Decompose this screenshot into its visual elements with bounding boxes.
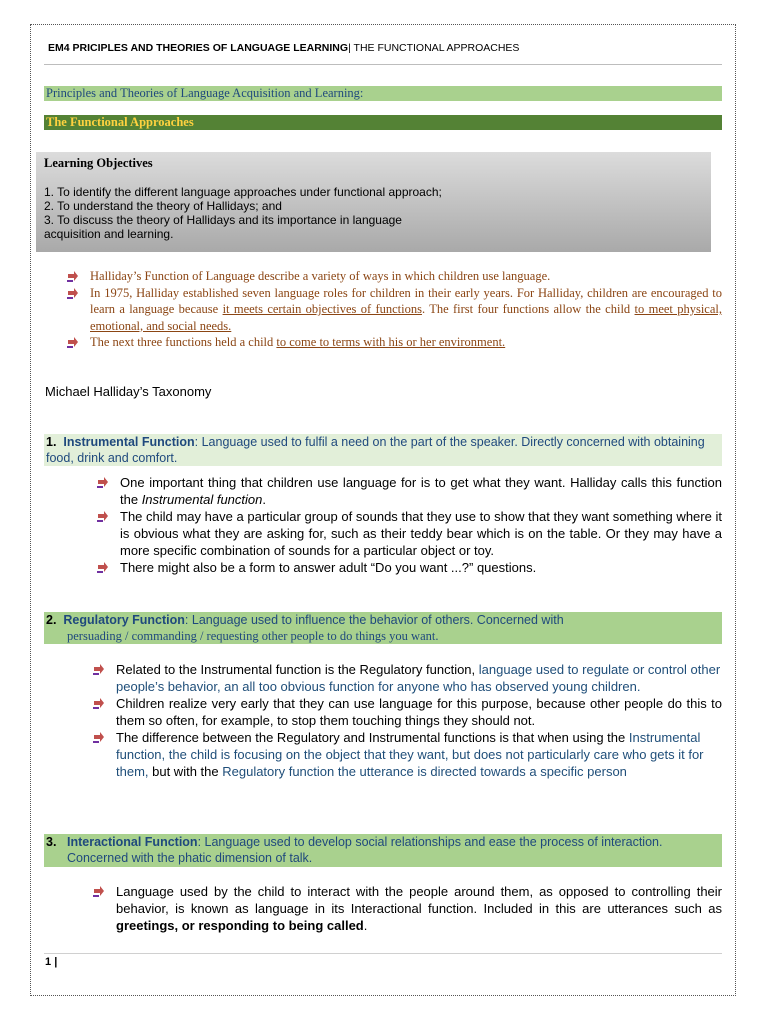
arrow-bullet-icon — [92, 662, 106, 676]
header-rule — [44, 64, 722, 65]
header-separator: | — [348, 42, 351, 54]
subject-band: Principles and Theories of Language Acquisition and Learning: — [44, 86, 722, 101]
list-item: The difference between the Regulatory and Instrumental functions is that when using the Instrumental function, the child is focusing on the object that they want, but does not particularly care who gets it for them, but with the Regulatory function the utterance is directed towards a specific person — [92, 729, 722, 780]
intro-item-text: Halliday’s Function of Language describe a variety of ways in which children use language. — [90, 269, 551, 283]
list-item: Language used by the child to interact with the people around them, as opposed to controlling their behavior, is known as language in its Interactional function. Included in this are utterances such as greetings, or responding to being called. — [92, 883, 722, 934]
objectives-title: Learning Objectives — [44, 156, 153, 170]
header-course: EM4 PRICIPLES AND THEORIES OF LANGUAGE LEARNING — [48, 42, 349, 54]
intro-item-text: In 1975, Halliday established seven language roles for children in their early years. For Halliday, children are encouraged to learn a language because it meets certain objectives of functions. The first four functions allow the child to meet physical, emotional, and social needs. — [90, 285, 723, 333]
function-desc: : Language used to influence the behavior of others. Concerned with — [184, 613, 564, 627]
list-item — [66, 268, 722, 285]
objective-line: acquisition and learning. — [44, 227, 174, 241]
list-item: Related to the Instrumental function is the Regulatory function, language used to regulate or control other people’s behavior, an all too obvious function for anyone who has observed young children. — [92, 661, 722, 695]
topic-band: The Functional Approaches — [44, 115, 722, 130]
arrow-bullet-icon — [92, 884, 106, 898]
arrow-bullet-icon — [92, 730, 106, 744]
list-item: Children realize very early that they can use language for this purpose, because other people do this to them so often, for example, to stop them touching things they should not. — [92, 695, 722, 729]
function-desc: : Language used to fulfil a need on the part of the speaker. Directly concerned with obtaining food, drink and comfort. — [46, 435, 705, 465]
function-2-band — [44, 612, 722, 644]
intro-list — [66, 268, 722, 351]
intro-item-text: The next three functions held a child to come to terms with his or her environment. — [90, 335, 506, 349]
arrow-bullet-icon — [96, 509, 110, 523]
taxonomy-heading: Michael Halliday’s Taxonomy — [45, 384, 212, 399]
function-name: Interactional Function — [67, 835, 198, 849]
function-2-list — [92, 661, 722, 780]
list-item — [66, 334, 722, 351]
list-item: There might also be a form to answer adult “Do you want ...?” questions. — [96, 559, 722, 576]
function-number: 3. — [46, 835, 57, 849]
arrow-bullet-icon — [66, 269, 80, 283]
list-item: One important thing that children use language for is to get what they want. Halliday calls this function the Instrumental function. — [96, 474, 722, 508]
function-1-list — [96, 474, 722, 576]
arrow-bullet-icon — [96, 560, 110, 574]
function-3-band — [44, 834, 722, 867]
function-desc-cont: persuading / commanding / requesting other people to do things you want. — [67, 629, 439, 643]
function-3-list — [92, 883, 722, 934]
arrow-bullet-icon — [96, 475, 110, 489]
arrow-bullet-icon — [66, 335, 80, 349]
learning-objectives-box — [36, 152, 711, 252]
page-number: 1 | — [45, 956, 58, 968]
list-item — [66, 285, 722, 335]
arrow-bullet-icon — [92, 696, 106, 710]
header-topic: THE FUNCTIONAL APPROACHES — [350, 42, 520, 54]
function-desc: : Language used to develop social relationships and ease the process of interaction. Concerned with the phatic dimension of talk. — [67, 835, 663, 865]
function-number: 1. — [46, 435, 57, 449]
function-name: Regulatory Function — [63, 613, 185, 627]
function-number: 2. — [46, 613, 57, 627]
function-1-band — [44, 434, 722, 466]
objective-line: 1. To identify the different language approaches under functional approach; — [44, 185, 442, 199]
running-header — [48, 42, 519, 54]
arrow-bullet-icon — [66, 286, 80, 300]
objective-line: 2. To understand the theory of Hallidays; and — [44, 199, 282, 213]
objective-line: 3. To discuss the theory of Hallidays and its importance in language — [44, 213, 402, 227]
footer-rule — [44, 953, 722, 954]
list-item: The child may have a particular group of sounds that they use to show that they want something where it is obvious what they are asking for, such as their teddy bear which is on the table. Or they may have a more specific combination of sounds for a particular object or toy. — [96, 508, 722, 559]
function-name: Instrumental Function — [63, 435, 195, 449]
